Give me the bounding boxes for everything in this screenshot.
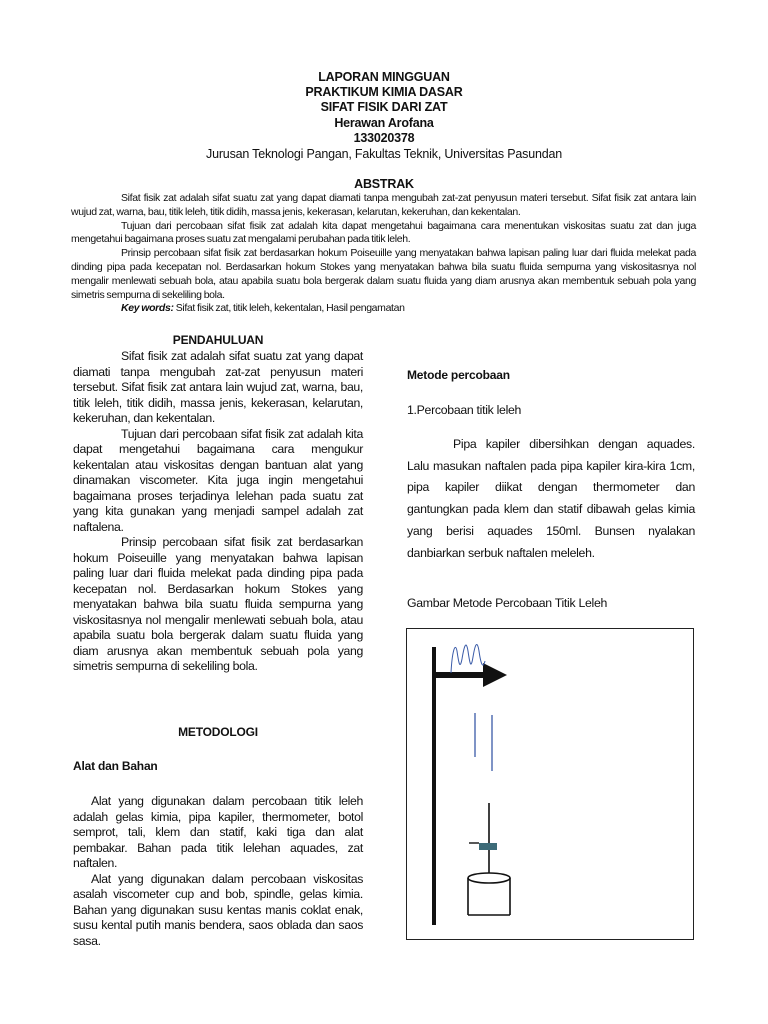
pendahuluan-heading: PENDAHULUAN — [172, 333, 264, 347]
abstract-paragraph: Tujuan dari percobaan sifat fisik zat adalah kita dapat mengetahui bagaimana cara menentukan viskositas suatu zat dan juga mengetahui bagaimana proses suatu zat mengalami perubahan pada titik leleh. — [71, 219, 696, 246]
metodologi-heading: METODOLOGI — [178, 725, 258, 739]
body-paragraph: Tujuan dari percobaan sifat fisik zat adalah kita dapat mengetahui bagaimana cara mengukur kekentalan atau viskositas dengan bantuan alat yang dinamakan viscometer. Kita juga ingin mengetahui bagaimana proses terjadinya lelehan pada suatu zat yang kita gunakan yang menjadi sampel adalah zat naftalena. — [73, 426, 363, 534]
abstract-paragraph: Prinsip percobaan sifat fisik zat berdasarkan hokum Poiseuille yang menyatakan bahwa lapisan paling luar dari fluida melekat pada dinding pipa pada kecepatan nol. Berdasarkan hokum Stokes yang menyatakan bahwa bila suatu fluida sempurna yang viskositasnya nol mengalir menlewati sebuah bola, atau apabila suatu bola bergerak dalam suatu fluida yang diam arusnya akan membentuk sebuah pola yang simetris sempurna di sekeliling bola. — [71, 247, 696, 301]
pendahuluan-body — [73, 349, 363, 675]
student-id: 133020378 — [353, 131, 415, 145]
body-paragraph: Prinsip percobaan sifat fisik zat berdasarkan hokum Poiseuille yang menyatakan bahwa lapisan paling luar dari fluida melekat pada dinding pipa pada kecepatan nol. Berdasarkan hokum Stokes yang menyatakan bahwa bila suatu fluida sempurna yang viskositasnya nol mengalir menlewati sebuah bola, atau apabila suatu bola bergerak dalam suatu fluida yang diam arusnya akan membentuk sebuah pola yang simetris sempurna di sekeliling bola. — [73, 535, 363, 673]
experiment-title: SIFAT FISIK DARI ZAT — [320, 100, 448, 114]
body-paragraph: Alat yang digunakan dalam percobaan viskositas asalah viscometer cup and bob, spindle, gelas kimia. Bahan yang digunakan susu kentas manis coklat enak, susu kental putih manis bendera, saos oblada dan saos sasa. — [73, 871, 363, 948]
figure-caption: Gambar Metode Percobaan Titik Leleh — [407, 596, 608, 610]
body-paragraph: Alat yang digunakan dalam percobaan titik leleh adalah gelas kimia, pipa kapiler, thermometer, botol semprot, tali, klem dan statif, kaki tiga dan alat pembakar. Bahan pada titik lelehan aquades, zat naftalen. — [73, 794, 363, 870]
alat-bahan-heading: Alat dan Bahan — [73, 759, 158, 773]
procedure-subheading: 1.Percobaan titik leleh — [407, 403, 522, 417]
alat-bahan-body — [73, 794, 363, 949]
apparatus-figure — [406, 628, 694, 940]
apparatus-drawing — [407, 629, 693, 939]
body-paragraph: Sifat fisik zat adalah sifat suatu zat yang dapat diamati tanpa mengubah zat-zat penyusun materi tersebut. Sifat fisik zat antara lain wujud zat, warna, bau, titik leleh, titik didih, massa jenis, kekerasan, kelarutan, kekeruhan, dan kekentalan. — [73, 349, 363, 425]
abstract-body — [71, 192, 696, 316]
procedure-body — [407, 434, 695, 564]
clamp-arrow-icon — [483, 663, 507, 687]
keywords-label: Key words: — [121, 302, 174, 315]
beaker-rim — [468, 873, 510, 883]
abstract-heading: ABSTRAK — [354, 177, 414, 191]
affiliation: Jurusan Teknologi Pangan, Fakultas Teknik, Universitas Pasundan — [206, 147, 562, 161]
course-title: PRAKTIKUM KIMIA DASAR — [305, 85, 463, 99]
author-name: Herawan Arofana — [334, 116, 434, 130]
metode-heading: Metode percobaan — [407, 368, 510, 382]
keywords-text: Sifat fisik zat, titik leleh, kekentalan, Hasil pengamatan — [175, 302, 405, 315]
string — [451, 644, 485, 673]
report-title: LAPORAN MINGGUAN — [318, 70, 450, 84]
keywords-line — [71, 302, 696, 316]
body-paragraph: Pipa kapiler dibersihkan dengan aquades. Lalu masukan naftalen pada pipa kapiler kira-kira 1cm, pipa kapiler diikat dengan thermometer dan gantungkan pada klem dan statif dibawah gelas kimia yang berisi aquades 150ml. Bunsen nyalakan danbiarkan serbuk naftalen meleleh. — [407, 437, 695, 560]
abstract-paragraph: Sifat fisik zat adalah sifat suatu zat yang dapat diamati tanpa mengubah zat-zat penyusun materi tersebut. Sifat fisik zat antara lain wujud zat, warna, bau, titik leleh, titik didih, massa jenis, kekerasan, kelarutan, kekeruhan, dan kekentalan. — [71, 192, 696, 218]
stopper — [479, 843, 497, 850]
